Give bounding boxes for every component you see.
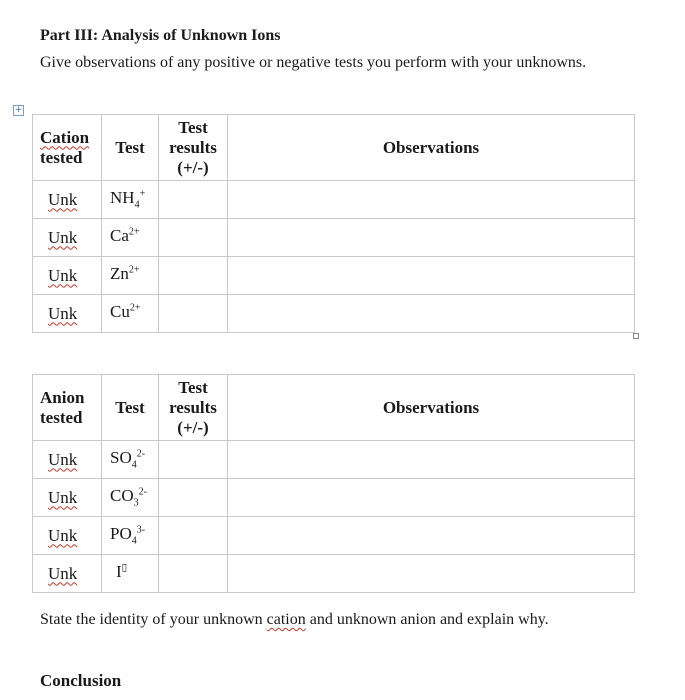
instructions-text: Give observations of any positive or negative tests you perform with your unknowns. bbox=[40, 54, 587, 71]
unknown-label: Unk bbox=[33, 441, 102, 479]
observation-cell[interactable] bbox=[228, 555, 635, 593]
ion-charge: + bbox=[139, 188, 146, 200]
ion-charge: 2+ bbox=[128, 226, 140, 238]
prompt-text: and unknown anion and explain why. bbox=[305, 611, 549, 628]
header-label: Test bbox=[178, 377, 208, 397]
result-cell[interactable] bbox=[159, 219, 228, 257]
header-cell bbox=[33, 115, 102, 181]
observation-cell[interactable] bbox=[228, 441, 635, 479]
table-row bbox=[33, 479, 635, 517]
ion-symbol: Cu bbox=[110, 302, 130, 322]
ion-cell bbox=[102, 181, 159, 219]
ion-subscript: 4 bbox=[131, 535, 137, 547]
table-row bbox=[33, 295, 635, 333]
table-row bbox=[33, 257, 635, 295]
identity-prompt bbox=[40, 611, 549, 629]
header-cell: Observations bbox=[228, 375, 635, 441]
ion-symbol: SO bbox=[110, 448, 132, 468]
table-row bbox=[33, 517, 635, 555]
ion-charge: 3- bbox=[136, 524, 146, 536]
unknown-label: Unk bbox=[33, 257, 102, 295]
ion-charge: 2+ bbox=[129, 302, 141, 314]
unknown-label: Unk bbox=[33, 181, 102, 219]
observation-cell[interactable] bbox=[228, 257, 635, 295]
unknown-label: Unk bbox=[33, 295, 102, 333]
ion-cell bbox=[102, 555, 159, 593]
ion-charge: ▯ bbox=[121, 562, 128, 574]
header-label: tested bbox=[40, 407, 83, 427]
result-cell[interactable] bbox=[159, 295, 228, 333]
header-cell bbox=[159, 115, 228, 181]
ion-subscript: 4 bbox=[131, 459, 137, 471]
ion-symbol: I bbox=[116, 562, 122, 582]
ion-cell bbox=[102, 219, 159, 257]
result-cell[interactable] bbox=[159, 441, 228, 479]
observation-cell[interactable] bbox=[228, 479, 635, 517]
header-label: tested bbox=[40, 147, 83, 167]
ion-charge: 2- bbox=[136, 448, 146, 460]
result-cell[interactable] bbox=[159, 555, 228, 593]
prompt-text-cation: cation bbox=[266, 611, 306, 628]
prompt-text: State the identity of your unknown bbox=[40, 611, 267, 628]
ion-cell bbox=[102, 295, 159, 333]
observation-cell[interactable] bbox=[228, 517, 635, 555]
move-handle-icon[interactable]: + bbox=[14, 105, 23, 115]
header-label: (+/-) bbox=[177, 417, 209, 437]
ion-subscript: 3 bbox=[133, 497, 139, 509]
unknown-label: Unk bbox=[33, 517, 102, 555]
unknown-label: Unk bbox=[33, 555, 102, 593]
table-row bbox=[33, 181, 635, 219]
cation-table bbox=[32, 114, 635, 333]
ion-symbol: Ca bbox=[110, 226, 129, 246]
ion-symbol: Zn bbox=[110, 264, 129, 284]
result-cell[interactable] bbox=[159, 257, 228, 295]
header-label: Test bbox=[178, 117, 208, 137]
table-header-row bbox=[33, 115, 635, 181]
observation-cell[interactable] bbox=[228, 295, 635, 333]
unknown-label: Unk bbox=[33, 219, 102, 257]
unknown-label: Unk bbox=[33, 479, 102, 517]
result-cell[interactable] bbox=[159, 479, 228, 517]
observation-cell[interactable] bbox=[228, 219, 635, 257]
header-cell bbox=[33, 375, 102, 441]
ion-charge: 2- bbox=[138, 486, 147, 498]
result-cell[interactable] bbox=[159, 181, 228, 219]
ion-symbol: NH bbox=[110, 188, 135, 208]
page-title: Part III: Analysis of Unknown Ions bbox=[40, 27, 281, 44]
table-header-row bbox=[33, 375, 635, 441]
ion-cell bbox=[102, 441, 159, 479]
table-row bbox=[33, 441, 635, 479]
ion-symbol: CO bbox=[110, 486, 134, 506]
anion-table bbox=[32, 374, 635, 593]
header-label: (+/-) bbox=[177, 157, 209, 177]
table-row bbox=[33, 555, 635, 593]
ion-cell bbox=[102, 479, 159, 517]
header-cell bbox=[159, 375, 228, 441]
header-label: results bbox=[169, 397, 217, 417]
header-cell: Test bbox=[102, 115, 159, 181]
header-label: Anion bbox=[40, 387, 85, 407]
header-label: Cation bbox=[40, 127, 90, 147]
table-row bbox=[33, 219, 635, 257]
observation-cell[interactable] bbox=[228, 181, 635, 219]
ion-cell bbox=[102, 517, 159, 555]
ion-cell bbox=[102, 257, 159, 295]
header-label: results bbox=[169, 137, 217, 157]
header-cell: Test bbox=[102, 375, 159, 441]
table-resize-handle[interactable] bbox=[633, 333, 639, 339]
header-cell: Observations bbox=[228, 115, 635, 181]
ion-charge: 2+ bbox=[128, 264, 140, 276]
conclusion-heading: Conclusion bbox=[40, 671, 122, 690]
ion-symbol: PO bbox=[110, 524, 132, 544]
ion-subscript: 4 bbox=[134, 199, 140, 211]
result-cell[interactable] bbox=[159, 517, 228, 555]
